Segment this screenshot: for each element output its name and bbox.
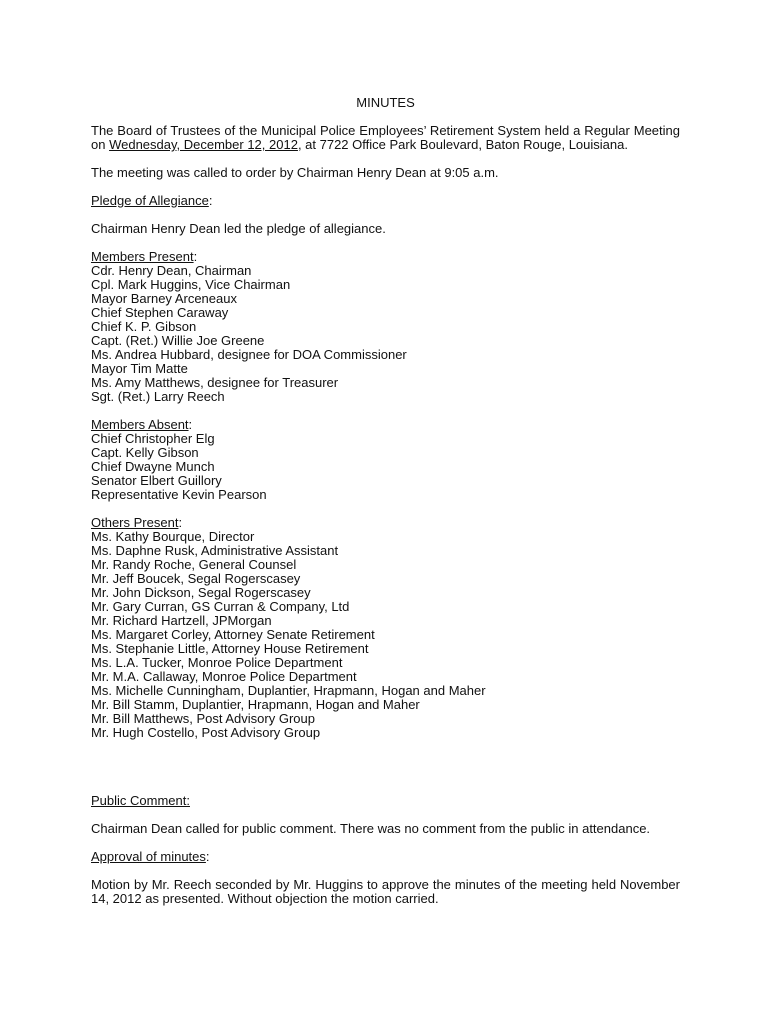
- list-item: Mr. John Dickson, Segal Rogerscasey: [91, 585, 311, 600]
- list-item: Mr. Gary Curran, GS Curran & Company, Ltd: [91, 599, 350, 614]
- intro-text-before: The Board of Trustees of the Municipal Police Employees’ Retirement System held a Regular Meeting on: [91, 123, 680, 152]
- list-item: Mayor Tim Matte: [91, 361, 188, 376]
- others-present-heading: Others Present:: [91, 515, 183, 530]
- members-absent-heading: Members Absent:: [91, 417, 193, 432]
- list-item: Ms. Margaret Corley, Attorney Senate Retirement: [91, 627, 375, 642]
- list-item: Sgt. (Ret.) Larry Reech: [91, 389, 225, 404]
- intro-paragraph: [91, 124, 680, 152]
- others-present-list: [91, 530, 680, 740]
- list-item: Mr. Jeff Boucek, Segal Rogerscasey: [91, 571, 301, 586]
- document-page: [91, 96, 680, 920]
- members-present-list: [91, 264, 680, 404]
- list-item: Capt. (Ret.) Willie Joe Greene: [91, 333, 265, 348]
- pledge-heading-text: Pledge of Allegiance: [91, 193, 209, 208]
- call-to-order: The meeting was called to order by Chairman Henry Dean at 9:05 a.m.: [91, 165, 499, 180]
- list-item: Chief Christopher Elg: [91, 431, 215, 446]
- members-absent-heading-text: Members Absent: [91, 417, 189, 432]
- members-absent-list: [91, 432, 680, 502]
- list-item: Ms. Stephanie Little, Attorney House Retirement: [91, 641, 369, 656]
- others-present-heading-text: Others Present: [91, 515, 179, 530]
- public-comment-heading: [91, 794, 680, 808]
- meeting-date: Wednesday, December 12, 2012: [109, 137, 298, 152]
- section-spacer: [91, 754, 680, 794]
- pledge-text: Chairman Henry Dean led the pledge of allegiance.: [91, 221, 386, 236]
- list-item: Mr. Randy Roche, General Counsel: [91, 557, 297, 572]
- list-item: Cdr. Henry Dean, Chairman: [91, 263, 252, 278]
- pledge-heading: Pledge of Allegiance:: [91, 193, 213, 208]
- list-item: Representative Kevin Pearson: [91, 487, 267, 502]
- list-item: Mr. Richard Hartzell, JPMorgan: [91, 613, 272, 628]
- list-item: Senator Elbert Guillory: [91, 473, 222, 488]
- public-comment-heading-text: Public Comment:: [91, 793, 190, 808]
- members-present-heading: Members Present:: [91, 249, 198, 264]
- list-item: Cpl. Mark Huggins, Vice Chairman: [91, 277, 291, 292]
- list-item: Ms. Daphne Rusk, Administrative Assistant: [91, 543, 339, 558]
- others-present-section: [91, 516, 680, 740]
- approval-heading: Approval of minutes:: [91, 849, 210, 864]
- list-item: Chief Dwayne Munch: [91, 459, 215, 474]
- list-item: Chief Stephen Caraway: [91, 305, 229, 320]
- list-item: Ms. L.A. Tucker, Monroe Police Department: [91, 655, 343, 670]
- list-item: Ms. Kathy Bourque, Director: [91, 529, 255, 544]
- list-item: Ms. Amy Matthews, designee for Treasurer: [91, 375, 339, 390]
- public-comment-text: Chairman Dean called for public comment. There was no comment from the public in attendance.: [91, 821, 651, 836]
- approval-text: Motion by Mr. Reech seconded by Mr. Huggins to approve the minutes of the meeting held November 14, 2012 as presented. Without objection the motion carried.: [91, 877, 680, 906]
- list-item: Mr. Hugh Costello, Post Advisory Group: [91, 725, 321, 740]
- intro-text-after: , at 7722 Office Park Boulevard, Baton Rouge, Louisiana.: [297, 137, 628, 152]
- list-item: Mr. Bill Matthews, Post Advisory Group: [91, 711, 315, 726]
- list-item: Capt. Kelly Gibson: [91, 445, 199, 460]
- list-item: Ms. Andrea Hubbard, designee for DOA Commissioner: [91, 347, 407, 362]
- members-present-heading-text: Members Present: [91, 249, 194, 264]
- list-item: Mr. M.A. Callaway, Monroe Police Department: [91, 669, 357, 684]
- list-item: Chief K. P. Gibson: [91, 319, 197, 334]
- members-present-section: [91, 250, 680, 404]
- document-title: MINUTES: [356, 95, 415, 110]
- members-absent-section: [91, 418, 680, 502]
- list-item: Ms. Michelle Cunningham, Duplantier, Hrapmann, Hogan and Maher: [91, 683, 486, 698]
- list-item: Mayor Barney Arceneaux: [91, 291, 237, 306]
- approval-heading-text: Approval of minutes: [91, 849, 206, 864]
- list-item: Mr. Bill Stamm, Duplantier, Hrapmann, Hogan and Maher: [91, 697, 420, 712]
